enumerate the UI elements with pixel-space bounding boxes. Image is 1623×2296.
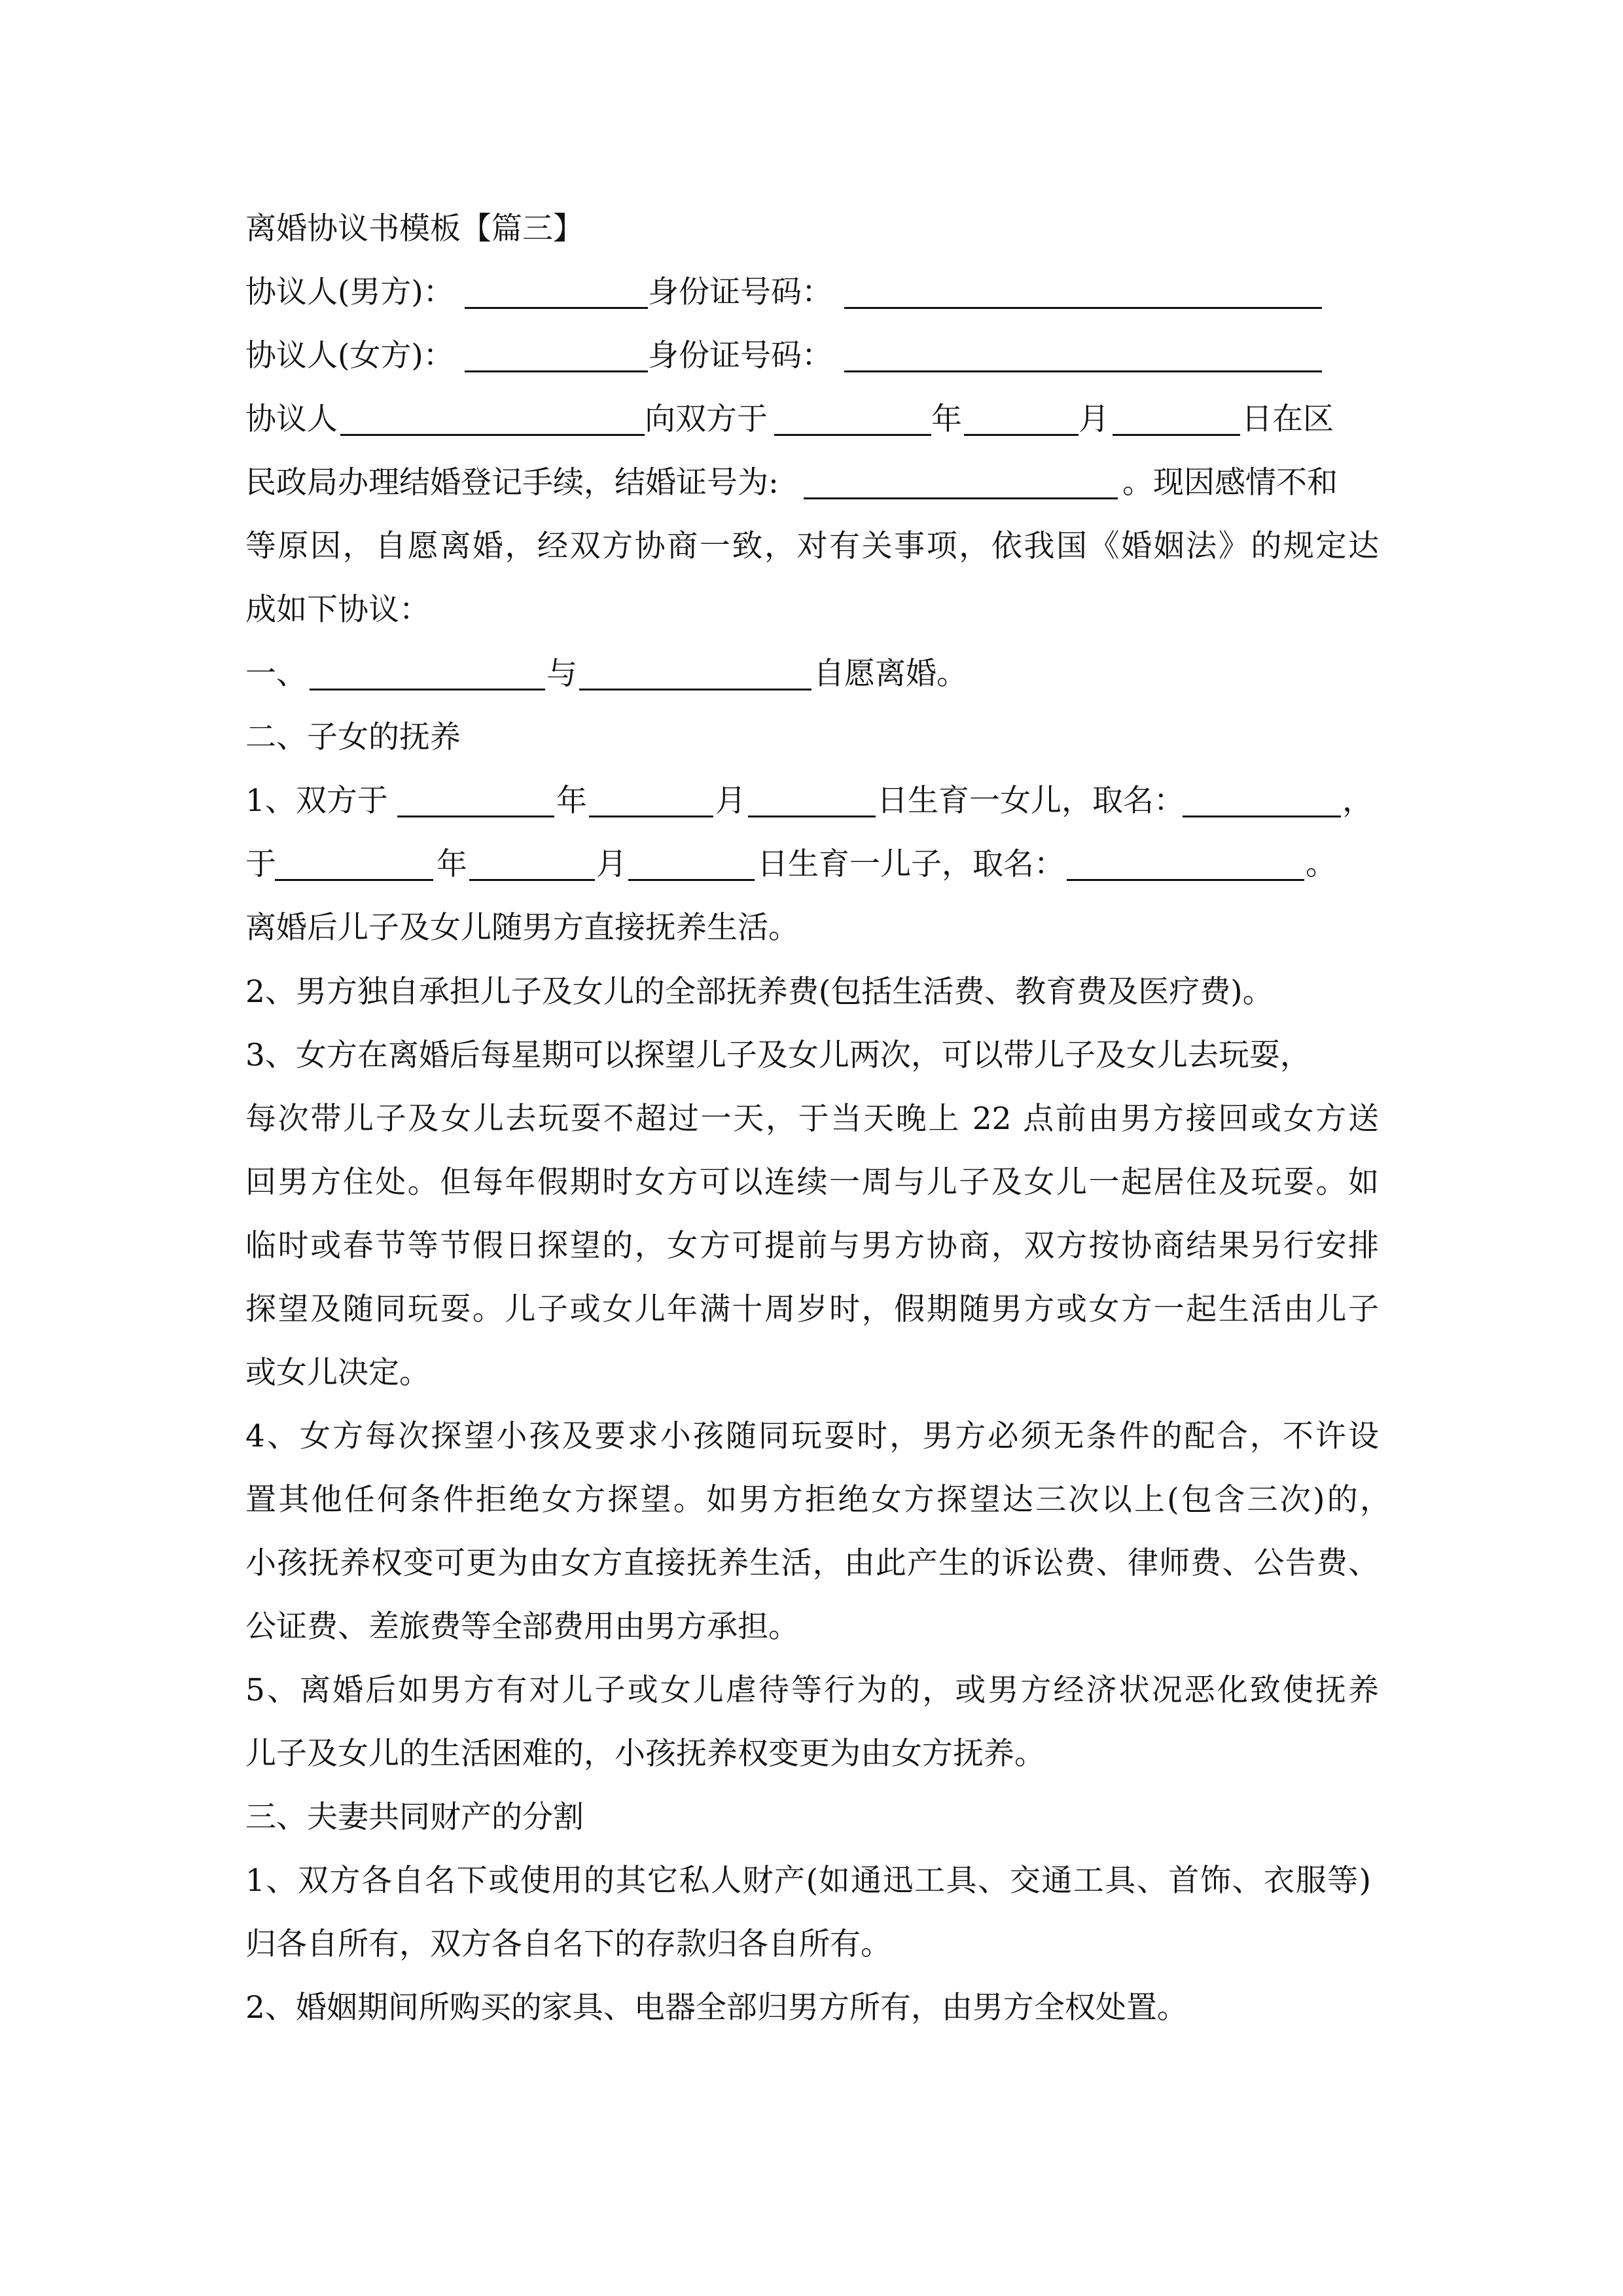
intro-text: 。现因感情不和	[1122, 465, 1338, 501]
item-text: 归各自所有，双方各自名下的存款归各自所有。	[245, 1926, 891, 1962]
son-name-blank[interactable]	[1067, 879, 1304, 881]
intro-text: 成如下协议：	[245, 592, 430, 628]
item-text: 临时或春节等节假日探望的，女方可提前与男方协商，双方按协商结果另行安排	[245, 1228, 1379, 1264]
daughter-birth-month-blank[interactable]	[589, 816, 713, 817]
year-label: 年	[931, 401, 962, 437]
daughter-name-blank[interactable]	[1183, 816, 1341, 817]
item-text: 小孩抚养权变可更为由女方直接抚养生活，由此产生的诉讼费、律师费、公告费、	[245, 1545, 1379, 1581]
son-birth-day-blank[interactable]	[628, 879, 755, 881]
month-label: 月	[715, 783, 746, 819]
son-birth-year-blank[interactable]	[275, 879, 433, 881]
item-text: 1、双方各自名下或使用的其它私人财产(如通迅工具、交通工具、首饰、衣服等)	[245, 1863, 1371, 1899]
marriage-day-blank[interactable]	[1113, 434, 1240, 436]
party-female-id-label: 身份证号码：	[648, 338, 832, 374]
party-male-id-label: 身份证号码：	[648, 274, 832, 310]
item-text: 2、婚姻期间所购买的家具、电器全部归男方所有，由男方全权处置。	[245, 1990, 1188, 2026]
item-text: 日生育一儿子，取名：	[757, 846, 1065, 882]
item-text: 置其他任何条件拒绝女方探望。如男方拒绝女方探望达三次以上(包含三次)的，	[245, 1482, 1391, 1518]
intro-text: 协议人	[245, 401, 338, 437]
item-text: 于	[245, 846, 276, 882]
item-text: 儿子及女儿的生活困难的，小孩抚养权变更为由女方抚养。	[245, 1736, 1045, 1772]
month-label: 月	[1079, 401, 1109, 437]
item-text: 1、双方于	[245, 783, 388, 819]
party-male-id-blank[interactable]	[844, 307, 1322, 309]
section-heading: 二、子女的抚养	[245, 719, 461, 755]
item-text: 或女儿决定。	[245, 1355, 430, 1391]
year-label: 年	[556, 783, 587, 819]
section-number: 一、	[245, 656, 307, 692]
item-text: 3、女方在离婚后每星期可以探望儿子及女儿两次，可以带儿子及女儿去玩耍，	[245, 1037, 1311, 1073]
marriage-month-blank[interactable]	[964, 434, 1079, 436]
section-text: 与	[546, 656, 577, 692]
party-male-label: 协议人(男方)：	[245, 274, 454, 310]
section-text: 自愿离婚。	[813, 656, 967, 692]
item-text: 4、女方每次探望小孩及要求小孩随同玩耍时，男方必须无条件的配合，不许设	[245, 1418, 1379, 1454]
item-text: 离婚后儿子及女儿随男方直接抚养生活。	[245, 910, 799, 946]
month-label: 月	[596, 846, 627, 882]
item-text: 公证费、差旅费等全部费用由男方承担。	[245, 1609, 799, 1645]
year-label: 年	[437, 846, 467, 882]
marriage-cert-number-blank[interactable]	[804, 497, 1118, 499]
daughter-birth-day-blank[interactable]	[748, 816, 876, 817]
section-heading: 三、夫妻共同财产的分割	[245, 1799, 584, 1835]
item-text: 回男方住处。但每年假期时女方可以连续一周与儿子及女儿一起居住及玩耍。如	[245, 1164, 1379, 1200]
marriage-year-blank[interactable]	[774, 434, 931, 436]
male-name-blank[interactable]	[310, 689, 545, 691]
item-text: 日生育一女儿，取名：	[877, 783, 1185, 819]
daughter-birth-year-blank[interactable]	[397, 816, 554, 817]
intro-text: 等原因，自愿离婚，经双方协商一致，对有关事项，依我国《婚姻法》的规定达	[245, 528, 1379, 564]
son-birth-month-blank[interactable]	[469, 879, 595, 881]
party-female-name-blank[interactable]	[465, 370, 648, 372]
party-female-label: 协议人(女方)：	[245, 338, 454, 374]
intro-text: 向双方于	[645, 401, 768, 437]
item-text: 探望及随同玩耍。儿子或女儿年满十周岁时，假期随男方或女方一起生活由儿子	[245, 1291, 1379, 1327]
party-male-name-blank[interactable]	[465, 307, 648, 309]
item-text: 2、男方独自承担儿子及女儿的全部抚养费(包括生活费、教育费及医疗费)。	[245, 974, 1274, 1010]
intro-text: 民政局办理结婚登记手续，结婚证号为:	[245, 465, 779, 501]
document-title: 离婚协议书模板【篇三】	[245, 211, 584, 247]
intro-text: 日在区	[1241, 401, 1334, 437]
party-names-blank[interactable]	[340, 434, 645, 436]
item-text: ，	[1342, 783, 1373, 819]
female-name-blank[interactable]	[579, 689, 812, 691]
party-female-id-blank[interactable]	[844, 370, 1322, 372]
item-text: 每次带儿子及女儿去玩耍不超过一天，于当天晚上 22 点前由男方接回或女方送	[245, 1101, 1379, 1137]
item-text: 5、离婚后如男方有对儿子或女儿虐待等行为的，或男方经济状况恶化致使抚养	[245, 1672, 1379, 1708]
item-text: 。	[1306, 846, 1336, 882]
